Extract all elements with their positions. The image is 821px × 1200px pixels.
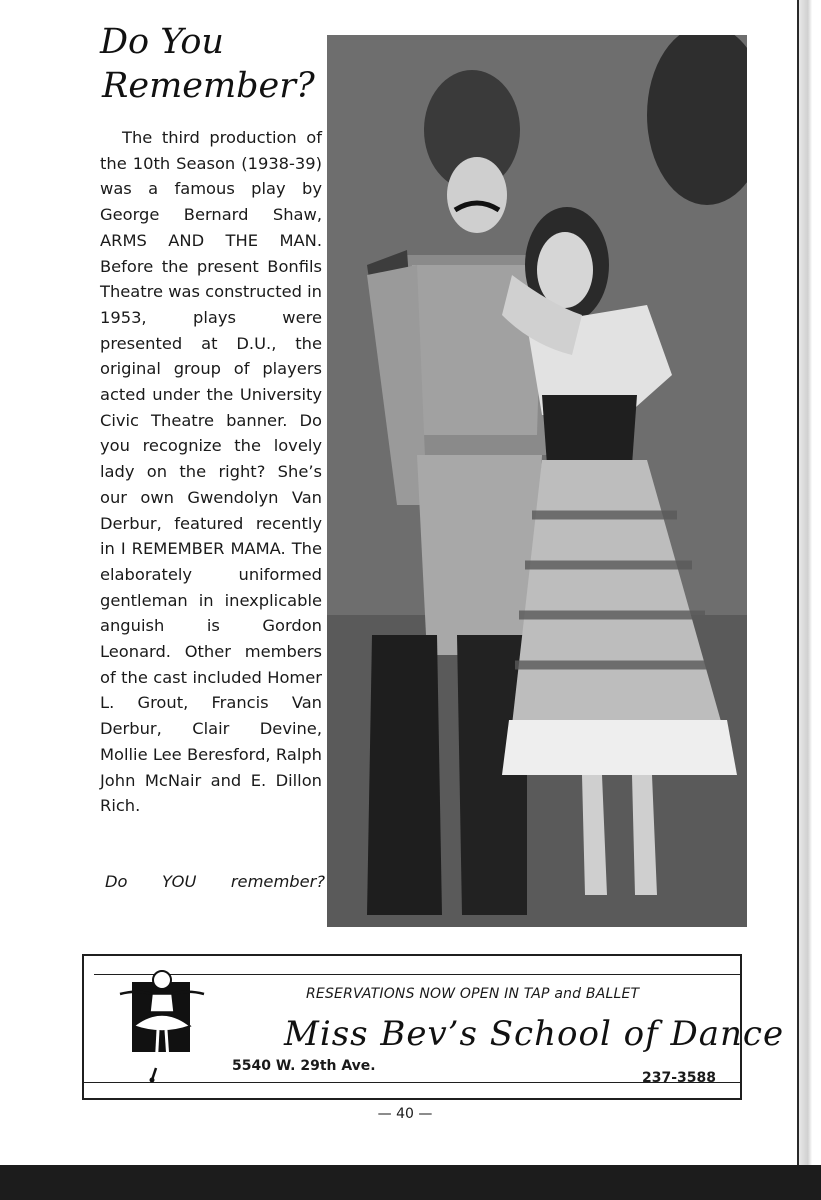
title-line-1: Do You: [100, 22, 224, 62]
dance-school-advertisement: [82, 954, 785, 1100]
article-closing: Do YOU remember?: [105, 872, 325, 891]
school-name: Miss Bev’s School of Dance: [284, 1014, 785, 1054]
cast-photograph: [327, 35, 747, 927]
school-phone: 237-3588: [642, 1070, 716, 1086]
title-line-2: Remember?: [102, 66, 315, 106]
page-title: [100, 20, 330, 108]
page-number: — 40 —: [377, 1106, 433, 1122]
reservations-notice: RESERVATIONS NOW OPEN IN TAP and BALLET: [306, 986, 640, 1002]
scan-bottom-band: [0, 1165, 821, 1200]
photograph-illustration: [327, 35, 747, 927]
school-address: 5540 W. 29th Ave.: [232, 1058, 376, 1074]
article-body: The third production of the 10th Season (1938-39) was a famous play by George Bernard Shaw, ARMS AND THE MAN. Before the present Bonfils Theatre was constructed in 1953, plays were presented at D.U., the original group of players acted under the University Civic Theatre banner. Do you recognize the lovely lady on the right? She’s our own Gwendolyn Van Derbur, featured recently in I REMEMBER MAMA. The elaborately uniformed gentleman in inexplicable anguish is Gordon Leonard. Other members of the cast included Homer L. Grout, Francis Van Derbur, Clair Devine, Mollie Lee Beresford, Ralph John McNair and E. Dillon Rich.: [100, 128, 322, 816]
page-edge: [797, 0, 821, 1165]
ballerina-illustration: [112, 964, 207, 1084]
